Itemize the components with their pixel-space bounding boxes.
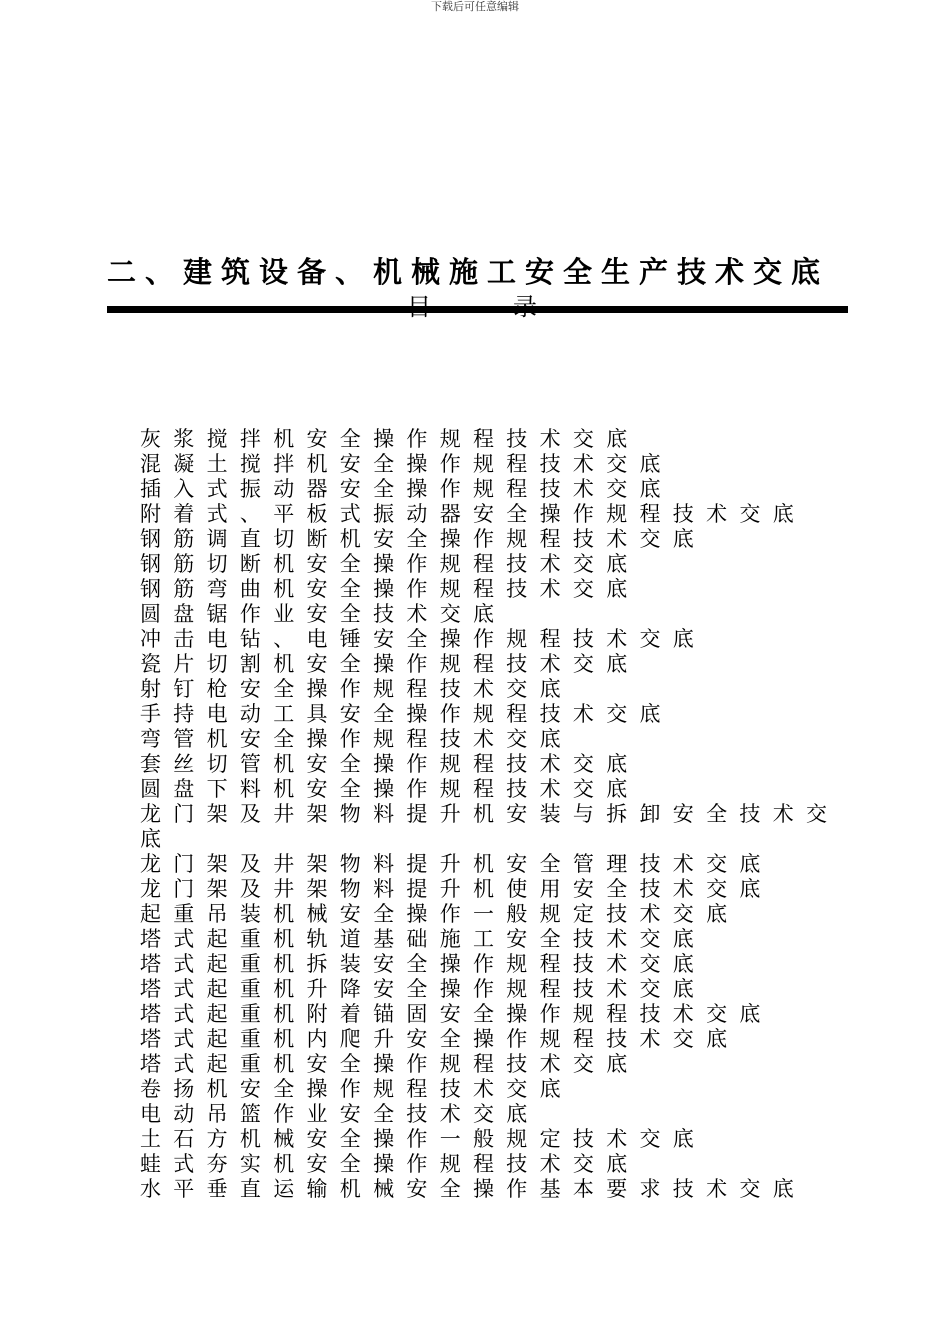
toc-item[interactable]: 塔式起重机安全操作规程技术交底: [140, 1052, 640, 1076]
toc-item[interactable]: 插入式振动器安全操作规程技术交底: [140, 477, 673, 501]
toc-item[interactable]: 塔式起重机轨道基础施工安全技术交底: [140, 927, 707, 951]
toc-item[interactable]: 塔式起重机内爬升安全操作规程技术交底: [140, 1027, 740, 1051]
toc-list: [140, 427, 840, 1202]
toc-item[interactable]: 土石方机械安全操作一般规定技术交底: [140, 1127, 707, 1151]
toc-item[interactable]: 混凝土搅拌机安全操作规程技术交底: [140, 452, 673, 476]
toc-heading: [407, 292, 537, 322]
toc-item[interactable]: 塔式起重机附着锚固安全操作规程技术交底: [140, 1002, 773, 1026]
toc-item[interactable]: 冲击电钻、电锤安全操作规程技术交底: [140, 627, 707, 651]
toc-item[interactable]: 弯管机安全操作规程技术交底: [140, 727, 573, 751]
toc-item[interactable]: 卷扬机安全操作规程技术交底: [140, 1077, 573, 1101]
toc-heading-char-1: 目: [407, 293, 431, 321]
toc-item[interactable]: 钢筋切断机安全操作规程技术交底: [140, 552, 640, 576]
toc-item[interactable]: 水平垂直运输机械安全操作基本要求技术交底: [140, 1177, 806, 1201]
header-note: 下载后可任意编辑: [431, 0, 519, 13]
toc-item[interactable]: 塔式起重机升降安全操作规程技术交底: [140, 977, 707, 1001]
toc-item[interactable]: 射钉枪安全操作规程技术交底: [140, 677, 573, 701]
toc-item[interactable]: 附着式、平板式振动器安全操作规程技术交底: [140, 502, 806, 526]
toc-item[interactable]: 电动吊篮作业安全技术交底: [140, 1102, 540, 1126]
toc-item[interactable]: 瓷片切割机安全操作规程技术交底: [140, 652, 640, 676]
toc-item[interactable]: 钢筋弯曲机安全操作规程技术交底: [140, 577, 640, 601]
toc-item[interactable]: 钢筋调直切断机安全操作规程技术交底: [140, 527, 707, 551]
toc-item[interactable]: 起重吊装机械安全操作一般规定技术交底: [140, 902, 740, 926]
toc-item[interactable]: 手持电动工具安全操作规程技术交底: [140, 702, 673, 726]
toc-item[interactable]: 塔式起重机拆装安全操作规程技术交底: [140, 952, 707, 976]
toc-item[interactable]: 龙门架及井架物料提升机使用安全技术交底: [140, 877, 773, 901]
page-title: 二、建筑设备、机械施工安全生产技术交底: [107, 255, 830, 289]
toc-heading-char-2: 录: [513, 293, 537, 321]
toc-item[interactable]: 圆盘下料机安全操作规程技术交底: [140, 777, 640, 801]
toc-item[interactable]: 龙门架及井架物料提升机安装与拆卸安全技术交底: [140, 802, 840, 851]
toc-item[interactable]: 圆盘锯作业安全技术交底: [140, 602, 507, 626]
toc-item[interactable]: 灰浆搅拌机安全操作规程技术交底: [140, 427, 640, 451]
toc-item[interactable]: 套丝切管机安全操作规程技术交底: [140, 752, 640, 776]
toc-item[interactable]: 蛙式夯实机安全操作规程技术交底: [140, 1152, 640, 1176]
toc-item[interactable]: 龙门架及井架物料提升机安全管理技术交底: [140, 852, 773, 876]
